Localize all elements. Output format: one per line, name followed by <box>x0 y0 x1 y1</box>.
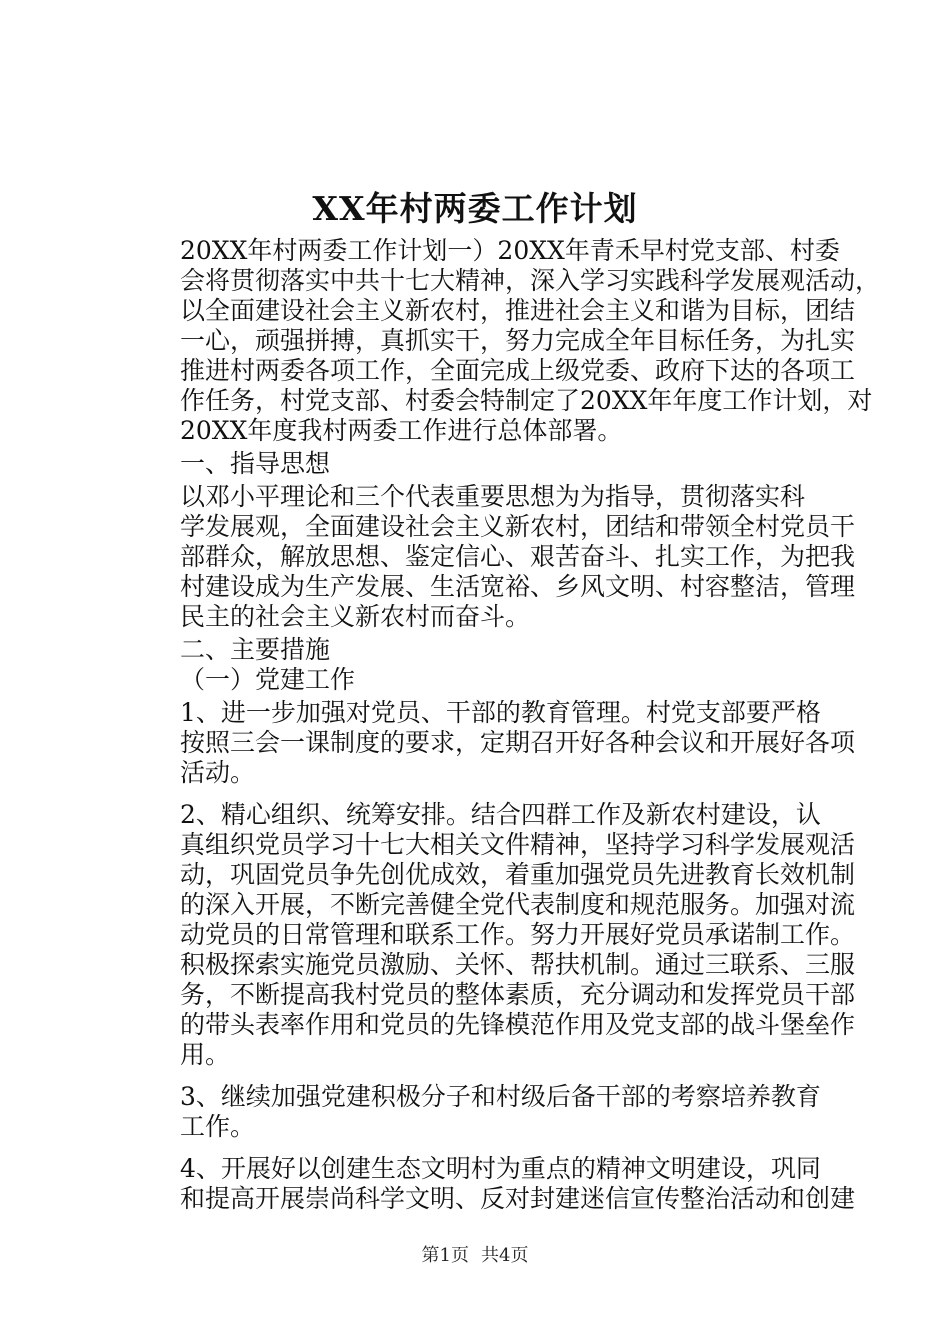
subsection-heading-party-building <box>130 665 830 695</box>
text-line: 用。 <box>180 1040 231 1069</box>
text-line: 2、精心组织、统筹安排。结合四群工作及新农村建设，认 <box>180 800 821 829</box>
text-line: 20XX年村两委工作计划一）20XX年青禾早村党支部、村委 <box>180 236 840 265</box>
paragraph-item-4 <box>130 1154 856 1214</box>
text-line: 和提高开展崇尚科学文明、反对封建迷信宣传整治活动和创建 <box>180 1184 856 1213</box>
text-line: 的带头表率作用和党员的先锋模范作用及党支部的战斗堡垒作 <box>180 1010 856 1039</box>
document-title: XX年村两委工作计划 <box>312 189 638 228</box>
text-line: 民主的社会主义新农村而奋斗。 <box>180 602 531 631</box>
paragraph-item-1 <box>130 698 856 788</box>
section-heading-guiding-thought <box>130 449 830 479</box>
paragraph-item-3 <box>130 1082 830 1142</box>
text-line: 动党员的日常管理和联系工作。努力开展好党员承诺制工作。 <box>180 920 856 949</box>
text-line: 20XX年度我村两委工作进行总体部署。 <box>180 416 623 445</box>
paragraph-guiding-thought <box>130 482 856 632</box>
heading-line: 一、指导思想 <box>180 449 331 478</box>
paragraph-item-2 <box>130 800 856 1070</box>
text-line: 部群众，解放思想、鉴定信心、艰苦奋斗、扎实工作，为把我 <box>180 542 856 571</box>
paragraph-intro <box>130 236 881 446</box>
text-line: 作任务，村党支部、村委会特制定了20XX年年度工作计划，对 <box>180 386 873 415</box>
text-line: 积极探索实施党员激励、关怀、帮扶机制。通过三联系、三服 <box>180 950 856 979</box>
text-line: 活动。 <box>180 758 256 787</box>
text-line: 以邓小平理论和三个代表重要思想为为指导，贯彻落实科 <box>180 482 806 511</box>
page-number: 第1页 <box>421 1245 469 1266</box>
text-line: 一心，顽强拼搏，真抓实干，努力完成全年目标任务，为扎实 <box>180 326 856 355</box>
page-total: 共4页 <box>481 1245 529 1266</box>
text-line: 3、继续加强党建积极分子和村级后备干部的考察培养教育 <box>180 1082 821 1111</box>
text-line: 学发展观，全面建设社会主义新农村，团结和带领全村党员干 <box>180 512 856 541</box>
text-line: 按照三会一课制度的要求，定期召开好各种会议和开展好各项 <box>180 728 856 757</box>
text-line: 务，不断提高我村党员的整体素质，充分调动和发挥党员干部 <box>180 980 856 1009</box>
text-line: 工作。 <box>180 1112 256 1141</box>
text-line: 会将贯彻落实中共十七大精神，深入学习实践科学发展观活动， <box>180 266 881 295</box>
text-line: 1、进一步加强对党员、干部的教育管理。村党支部要严格 <box>180 698 821 727</box>
text-line: 推进村两委各项工作，全面完成上级党委、政府下达的各项工 <box>180 356 856 385</box>
text-line: 4、开展好以创建生态文明村为重点的精神文明建设，巩同 <box>180 1154 821 1183</box>
text-line: 的深入开展，不断完善健全党代表制度和规范服务。加强对流 <box>180 890 856 919</box>
heading-line: 二、主要措施 <box>180 635 331 664</box>
text-line: 动，巩固党员争先创优成效，着重加强党员先进教育长效机制 <box>180 860 856 889</box>
section-heading-main-measures <box>130 635 830 665</box>
text-line: 以全面建设社会主义新农村，推进社会主义和谐为目标，团结 <box>180 296 856 325</box>
text-line: 村建设成为生产发展、生活宽裕、乡风文明、村容整洁，管理 <box>180 572 856 601</box>
heading-line: （一）党建工作 <box>180 665 356 694</box>
page-footer <box>0 1244 950 1268</box>
text-line: 真组织党员学习十七大相关文件精神，坚持学习科学发展观活 <box>180 830 856 859</box>
document-body <box>130 236 881 1214</box>
